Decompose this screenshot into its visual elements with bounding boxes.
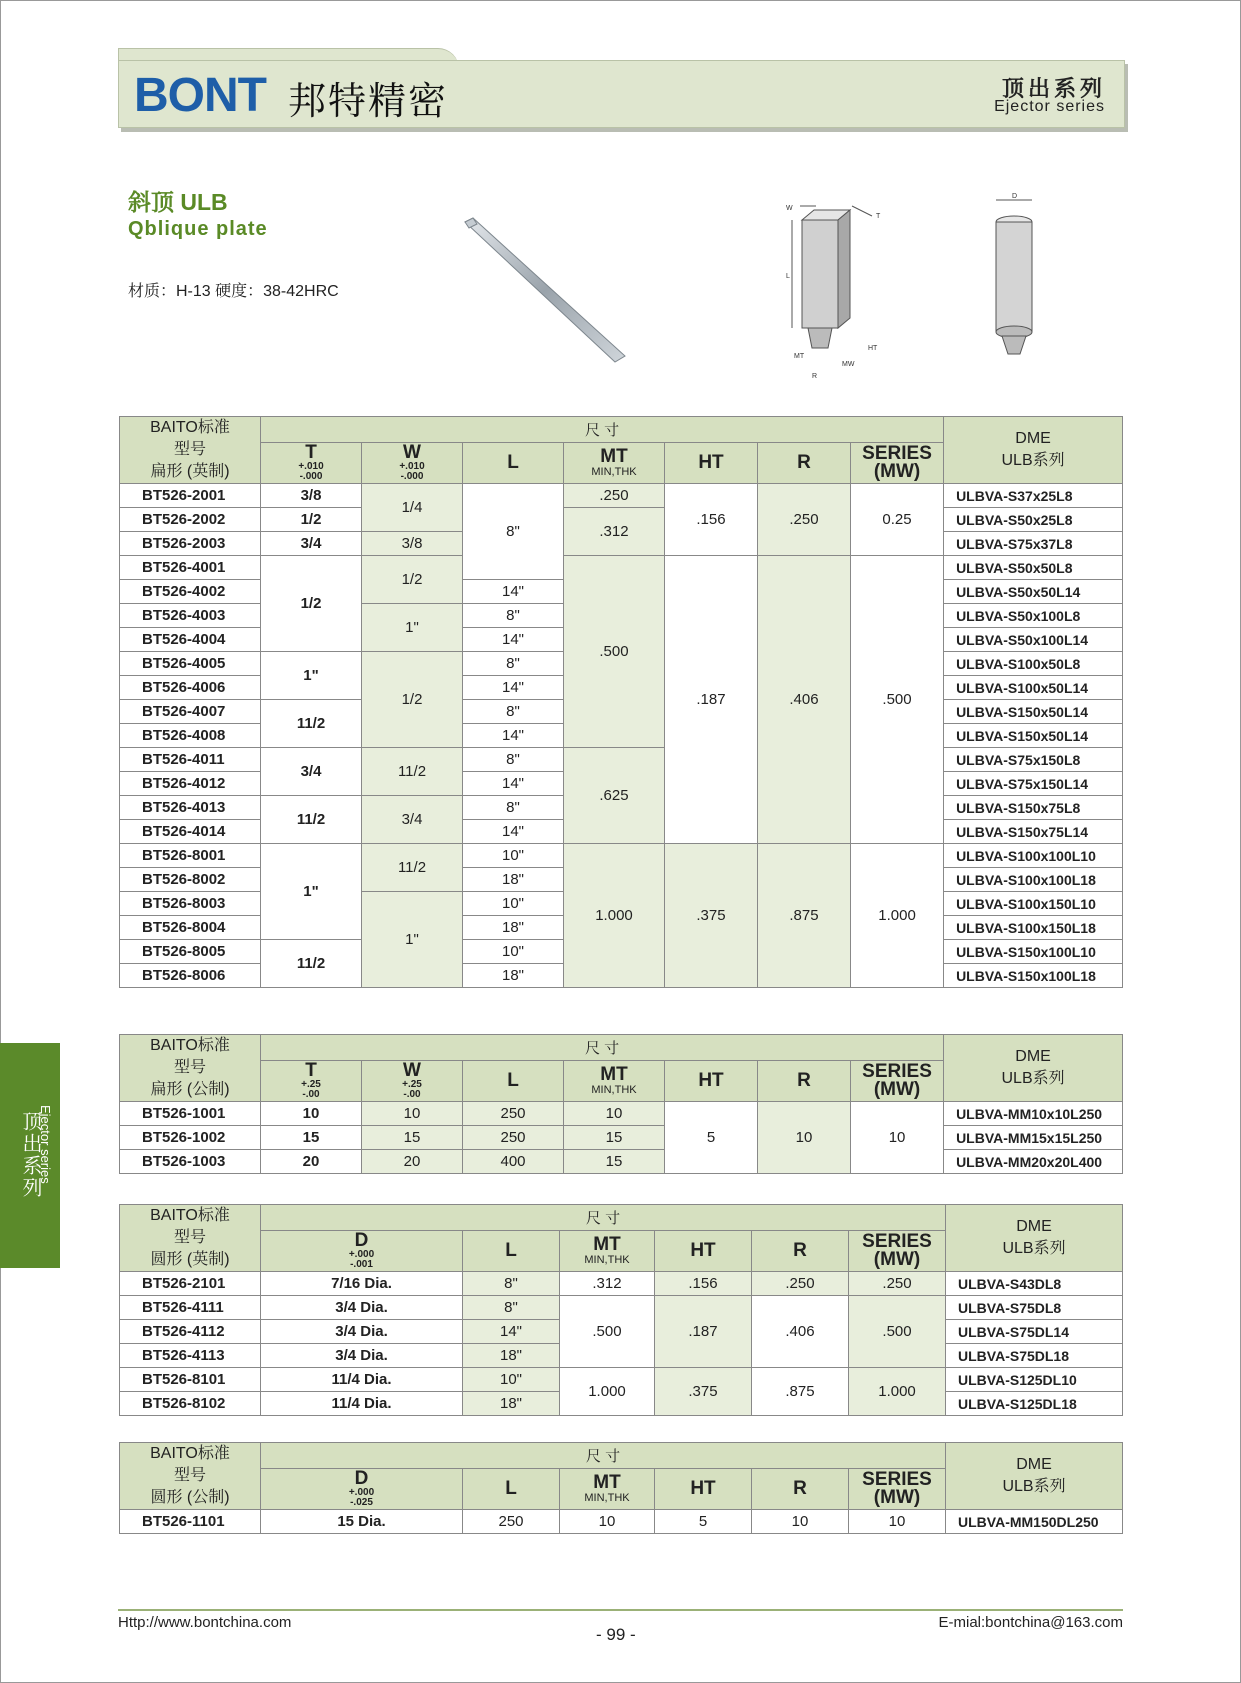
- label-l: L: [786, 273, 790, 280]
- model-cell: BT526-8003: [120, 892, 261, 916]
- dme-cell: ULBVA-S100x150L18: [944, 916, 1123, 940]
- dme-cell: ULBVA-S100x50L14: [944, 676, 1123, 700]
- spec-cell: 5: [655, 1510, 752, 1534]
- model-cell: BT526-4008: [120, 724, 261, 748]
- spec-cell: 14": [463, 1320, 560, 1344]
- col-d: D +.000 -.025: [261, 1468, 463, 1509]
- size-header: 尺 寸: [261, 1035, 944, 1061]
- spec-cell: 0.25: [851, 484, 944, 556]
- col-series: SERIES (MW): [849, 1230, 946, 1271]
- dme-cell: ULBVA-MM10x10L250: [944, 1102, 1123, 1126]
- label-w: W: [786, 205, 793, 212]
- dme-cell: ULBVA-S75x150L14: [944, 772, 1123, 796]
- model-cell: BT526-2001: [120, 484, 261, 508]
- spec-cell: 8": [463, 652, 564, 676]
- spec-cell: .250: [564, 484, 665, 508]
- dme-cell: ULBVA-S100x100L18: [944, 868, 1123, 892]
- spec-cell: .312: [560, 1272, 655, 1296]
- dme-cell: ULBVA-S75DL18: [946, 1344, 1123, 1368]
- spec-cell: 250: [463, 1510, 560, 1534]
- model-cell: BT526-8006: [120, 964, 261, 988]
- spec-cell: .406: [752, 1296, 849, 1368]
- spec-cell: .625: [564, 748, 665, 844]
- model-cell: BT526-1002: [120, 1126, 261, 1150]
- spec-cell: 20: [261, 1150, 362, 1174]
- product-title-cn: 斜顶 ULB: [128, 189, 228, 215]
- spec-cell: 10: [560, 1510, 655, 1534]
- spec-cell: 1": [261, 652, 362, 700]
- dme-cell: ULBVA-S150x50L14: [944, 700, 1123, 724]
- spec-cell: 10": [463, 1368, 560, 1392]
- spec-cell: 8": [463, 1272, 560, 1296]
- spec-cell: 3/4 Dia.: [261, 1296, 463, 1320]
- model-cell: BT526-8102: [120, 1392, 261, 1416]
- dme-cell: ULBVA-S150x100L18: [944, 964, 1123, 988]
- spec-cell: 11/2: [261, 940, 362, 988]
- dme-cell: ULBVA-S75x37L8: [944, 532, 1123, 556]
- model-cell: BT526-1001: [120, 1102, 261, 1126]
- col-ht: HT: [655, 1230, 752, 1271]
- spec-cell: 15: [564, 1126, 665, 1150]
- spec-cell: .375: [665, 844, 758, 988]
- dme-cell: ULBVA-S100x100L10: [944, 844, 1123, 868]
- spec-cell: 11/4 Dia.: [261, 1368, 463, 1392]
- spec-cell: 8": [463, 700, 564, 724]
- col-w: W +.25 -.00: [362, 1060, 463, 1101]
- table-row: [120, 844, 1123, 868]
- table-header-row: [120, 417, 1123, 443]
- spec-cell: 1.000: [851, 844, 944, 988]
- col-w: W +.010 -.000: [362, 442, 463, 483]
- spec-cell: 1.000: [560, 1368, 655, 1416]
- spec-cell: 400: [463, 1150, 564, 1174]
- side-tab-en: Ejector series: [38, 1105, 53, 1184]
- table-row: [120, 1296, 1123, 1320]
- model-cell: BT526-4013: [120, 796, 261, 820]
- spec-cell: 1.000: [564, 844, 665, 988]
- spec-cell: 14": [463, 724, 564, 748]
- col-d: D +.000 -.001: [261, 1230, 463, 1271]
- size-header: 尺 寸: [261, 417, 944, 443]
- col-mt: MT MIN,THK: [564, 1060, 665, 1101]
- spec-cell: 1.000: [849, 1368, 946, 1416]
- spec-cell: .156: [655, 1272, 752, 1296]
- dme-header: DME ULB系列: [946, 1205, 1123, 1272]
- spec-cell: 7/16 Dia.: [261, 1272, 463, 1296]
- spec-cell: 20: [362, 1150, 463, 1174]
- footer-website[interactable]: Http://www.bontchina.com: [118, 1614, 292, 1631]
- dme-header: DME ULB系列: [944, 417, 1123, 484]
- label-mt: MT: [794, 353, 805, 360]
- spec-cell: 18": [463, 964, 564, 988]
- spec-cell: 3/8: [362, 532, 463, 556]
- model-cell: BT526-4001: [120, 556, 261, 580]
- table-round-imperial: [119, 1204, 1123, 1416]
- spec-cell: 11/2: [362, 844, 463, 892]
- spec-cell: 250: [463, 1126, 564, 1150]
- model-cell: BT526-4002: [120, 580, 261, 604]
- model-cell: BT526-8001: [120, 844, 261, 868]
- spec-cell: .250: [758, 484, 851, 556]
- label-t: T: [876, 213, 881, 220]
- model-cell: BT526-8005: [120, 940, 261, 964]
- col-l: L: [463, 1060, 564, 1101]
- spec-cell: 8": [463, 1296, 560, 1320]
- footer-email[interactable]: E-mial:bontchina@163.com: [938, 1614, 1123, 1631]
- dme-cell: ULBVA-MM15x15L250: [944, 1126, 1123, 1150]
- table-row: [120, 1102, 1123, 1126]
- dme-cell: ULBVA-S125DL18: [946, 1392, 1123, 1416]
- spec-cell: .375: [655, 1368, 752, 1416]
- col-l: L: [463, 1468, 560, 1509]
- spec-cell: 250: [463, 1102, 564, 1126]
- col-r: R: [758, 1060, 851, 1101]
- spec-cell: .187: [665, 556, 758, 844]
- spec-cell: .500: [851, 556, 944, 844]
- spec-cell: 15: [362, 1126, 463, 1150]
- model-cell: BT526-4012: [120, 772, 261, 796]
- table-row: [120, 556, 1123, 580]
- table-header-row: [120, 1035, 1123, 1061]
- side-tab-cn: 顶出系列: [19, 1111, 41, 1199]
- label-r: R: [812, 373, 818, 380]
- dme-cell: ULBVA-S150x75L14: [944, 820, 1123, 844]
- spec-cell: 15: [564, 1150, 665, 1174]
- table-row: [120, 1150, 1123, 1174]
- spec-cell: 11/2: [261, 700, 362, 748]
- dme-cell: ULBVA-S150x50L14: [944, 724, 1123, 748]
- dme-cell: ULBVA-S150x75L8: [944, 796, 1123, 820]
- model-cell: BT526-4006: [120, 676, 261, 700]
- col-t: T +.25 -.00: [261, 1060, 362, 1101]
- spec-cell: 8": [463, 796, 564, 820]
- dme-cell: ULBVA-MM20x20L400: [944, 1150, 1123, 1174]
- col-series: SERIES (MW): [851, 1060, 944, 1101]
- model-cell: BT526-4113: [120, 1344, 261, 1368]
- model-cell: BT526-4014: [120, 820, 261, 844]
- spec-cell: 8": [463, 604, 564, 628]
- model-cell: BT526-8101: [120, 1368, 261, 1392]
- col-r: R: [758, 442, 851, 483]
- model-header: BAITO标准 型号 圆形 (公制): [120, 1443, 261, 1510]
- table-flat-metric: [119, 1034, 1123, 1174]
- spec-cell: 1/2: [362, 652, 463, 748]
- table-row: [120, 1368, 1123, 1392]
- spec-cell: .250: [849, 1272, 946, 1296]
- model-header: BAITO标准 型号 扁形 (英制): [120, 417, 261, 484]
- spec-cell: 10: [362, 1102, 463, 1126]
- dme-cell: ULBVA-S50x100L8: [944, 604, 1123, 628]
- col-ht: HT: [665, 442, 758, 483]
- spec-cell: 8": [463, 484, 564, 580]
- model-header: BAITO标准 型号 圆形 (英制): [120, 1205, 261, 1272]
- col-r: R: [752, 1468, 849, 1509]
- spec-cell: 11/2: [362, 748, 463, 796]
- table-row: [120, 1126, 1123, 1150]
- spec-cell: 14": [463, 580, 564, 604]
- col-mt: MT MIN,THK: [560, 1468, 655, 1509]
- spec-cell: 1/4: [362, 484, 463, 532]
- table-row: [120, 748, 1123, 772]
- company-logo: BONT: [134, 69, 266, 122]
- label-ht: HT: [868, 345, 878, 352]
- dme-cell: ULBVA-S50x100L14: [944, 628, 1123, 652]
- model-cell: BT526-4005: [120, 652, 261, 676]
- spec-cell: 18": [463, 1392, 560, 1416]
- label-mw: MW: [842, 361, 855, 368]
- spec-cell: .875: [758, 844, 851, 988]
- spec-cell: 1/2: [362, 556, 463, 604]
- dme-cell: ULBVA-S125DL10: [946, 1368, 1123, 1392]
- dme-cell: ULBVA-S150x100L10: [944, 940, 1123, 964]
- model-cell: BT526-1003: [120, 1150, 261, 1174]
- spec-cell: .406: [758, 556, 851, 844]
- spec-cell: 3/4 Dia.: [261, 1320, 463, 1344]
- round-ulb-diagram: [980, 192, 1050, 362]
- spec-cell: 1/2: [261, 556, 362, 652]
- dme-cell: ULBVA-S37x25L8: [944, 484, 1123, 508]
- spec-cell: 1": [362, 604, 463, 652]
- table-header-row: [120, 1205, 1123, 1231]
- product-title-en: Qblique plate: [128, 218, 268, 240]
- table-row: [120, 484, 1123, 508]
- flat-ulb-diagram: [772, 198, 902, 388]
- model-cell: BT526-4004: [120, 628, 261, 652]
- spec-cell: 10": [463, 940, 564, 964]
- table-row: [120, 1272, 1123, 1296]
- model-cell: BT526-2002: [120, 508, 261, 532]
- spec-cell: 14": [463, 820, 564, 844]
- col-l: L: [463, 1230, 560, 1271]
- company-name-cn: 邦特精密: [288, 79, 449, 123]
- spec-cell: 8": [463, 748, 564, 772]
- model-cell: BT526-4011: [120, 748, 261, 772]
- header-bar: [118, 60, 1125, 128]
- model-cell: BT526-2101: [120, 1272, 261, 1296]
- dme-cell: ULBVA-S50x25L8: [944, 508, 1123, 532]
- table-row: [120, 1510, 1123, 1534]
- spec-cell: 5: [665, 1102, 758, 1174]
- spec-cell: .187: [655, 1296, 752, 1368]
- label-d: D: [1012, 193, 1018, 200]
- material-spec: 材质：H-13 硬度：38-42HRC: [128, 283, 339, 300]
- spec-cell: 3/8: [261, 484, 362, 508]
- model-cell: BT526-2003: [120, 532, 261, 556]
- dme-cell: ULBVA-S50x50L14: [944, 580, 1123, 604]
- spec-cell: 18": [463, 868, 564, 892]
- dme-cell: ULBVA-MM150DL250: [946, 1510, 1123, 1534]
- table-round-metric: [119, 1442, 1123, 1534]
- model-cell: BT526-8002: [120, 868, 261, 892]
- spec-cell: 3/4: [261, 532, 362, 556]
- spec-cell: 10: [851, 1102, 944, 1174]
- spec-cell: 3/4: [261, 748, 362, 796]
- col-mt: MT MIN,THK: [564, 442, 665, 483]
- col-r: R: [752, 1230, 849, 1271]
- spec-cell: 14": [463, 676, 564, 700]
- table-flat-imperial: [119, 416, 1123, 988]
- col-series: SERIES (MW): [851, 442, 944, 483]
- dme-header: DME ULB系列: [946, 1443, 1123, 1510]
- col-t: T +.010 -.000: [261, 442, 362, 483]
- page-number: - 99 -: [596, 1625, 636, 1644]
- spec-cell: 1": [261, 844, 362, 940]
- dme-cell: ULBVA-S50x50L8: [944, 556, 1123, 580]
- spec-cell: 18": [463, 916, 564, 940]
- dme-cell: ULBVA-S43DL8: [946, 1272, 1123, 1296]
- product-photo: [455, 210, 635, 370]
- spec-cell: 1/2: [261, 508, 362, 532]
- spec-cell: 11/2: [261, 796, 362, 844]
- dme-cell: ULBVA-S100x150L10: [944, 892, 1123, 916]
- dme-header: DME ULB系列: [944, 1035, 1123, 1102]
- spec-cell: 3/4: [362, 796, 463, 844]
- col-l: L: [463, 442, 564, 483]
- spec-cell: .250: [752, 1272, 849, 1296]
- model-cell: BT526-1101: [120, 1510, 261, 1534]
- spec-cell: .500: [849, 1296, 946, 1368]
- col-mt: MT MIN,THK: [560, 1230, 655, 1271]
- model-cell: BT526-8004: [120, 916, 261, 940]
- spec-cell: .500: [564, 556, 665, 748]
- spec-cell: 15 Dia.: [261, 1510, 463, 1534]
- spec-cell: 14": [463, 628, 564, 652]
- col-ht: HT: [655, 1468, 752, 1509]
- spec-cell: 10: [261, 1102, 362, 1126]
- model-cell: BT526-4003: [120, 604, 261, 628]
- dme-cell: ULBVA-S75DL8: [946, 1296, 1123, 1320]
- col-series: SERIES (MW): [849, 1468, 946, 1509]
- spec-cell: 10: [758, 1102, 851, 1174]
- dme-cell: ULBVA-S100x50L8: [944, 652, 1123, 676]
- model-cell: BT526-4112: [120, 1320, 261, 1344]
- model-cell: BT526-4111: [120, 1296, 261, 1320]
- spec-cell: .875: [752, 1368, 849, 1416]
- size-header: 尺 寸: [261, 1443, 946, 1469]
- spec-cell: 10: [564, 1102, 665, 1126]
- side-section-tab: [0, 1043, 60, 1268]
- dme-cell: ULBVA-S75x150L8: [944, 748, 1123, 772]
- spec-cell: .156: [665, 484, 758, 556]
- spec-cell: 18": [463, 1344, 560, 1368]
- series-title-cn: 顶出系列: [1001, 76, 1106, 101]
- spec-cell: 10": [463, 892, 564, 916]
- footer-divider: [118, 1609, 1123, 1611]
- col-ht: HT: [665, 1060, 758, 1101]
- spec-cell: 1": [362, 892, 463, 988]
- spec-cell: 14": [463, 772, 564, 796]
- spec-cell: 10": [463, 844, 564, 868]
- dme-cell: ULBVA-S75DL14: [946, 1320, 1123, 1344]
- model-cell: BT526-4007: [120, 700, 261, 724]
- table-row: [120, 508, 1123, 532]
- spec-cell: 11/4 Dia.: [261, 1392, 463, 1416]
- spec-cell: .500: [560, 1296, 655, 1368]
- spec-cell: 10: [849, 1510, 946, 1534]
- spec-cell: 3/4 Dia.: [261, 1344, 463, 1368]
- table-header-row: [120, 1443, 1123, 1469]
- series-title-en: Ejector series: [994, 98, 1105, 115]
- model-header: BAITO标准 型号 扁形 (公制): [120, 1035, 261, 1102]
- spec-cell: 10: [752, 1510, 849, 1534]
- size-header: 尺 寸: [261, 1205, 946, 1231]
- spec-cell: 15: [261, 1126, 362, 1150]
- spec-cell: .312: [564, 508, 665, 556]
